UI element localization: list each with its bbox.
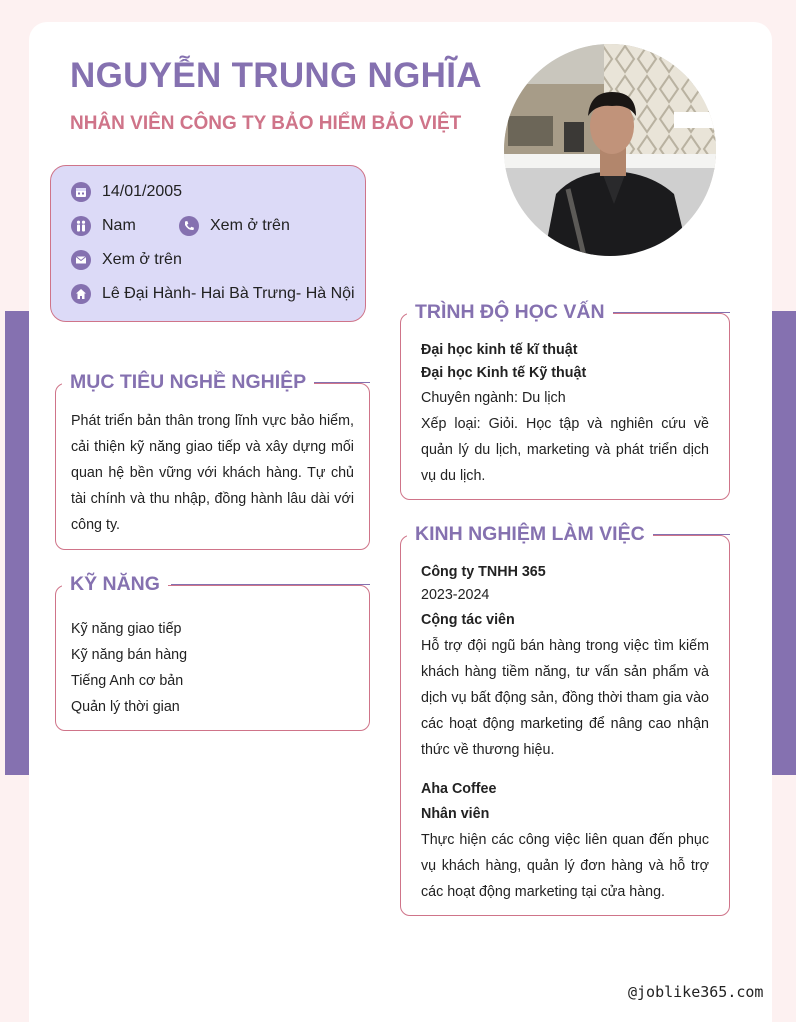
objective-title-line: [311, 382, 370, 383]
education-major: Chuyên ngành: Du lịch: [421, 390, 566, 406]
phone-value: Xem ở trên: [210, 217, 290, 234]
email-value: Xem ở trên: [102, 251, 182, 268]
birthday-row: [71, 182, 182, 202]
email-row: [71, 250, 182, 270]
footer-watermark: @joblike365.com: [628, 983, 764, 1001]
phone-row: [179, 216, 290, 236]
education-school-full: Đại học Kinh tế Kỹ thuật: [421, 365, 587, 381]
address-row: [71, 284, 355, 304]
skills-title-line: [171, 584, 370, 585]
job-period: 2023-2024: [421, 587, 490, 603]
gender-icon: [71, 216, 91, 236]
skill-item: Tiếng Anh cơ bản: [71, 673, 184, 689]
education-rank: Xếp loại: Giỏi. Học tập và nghiên cứu về quản lý du lịch, marketing và phát triển dịch vụ du lịch.: [421, 416, 709, 484]
gender-value: Nam: [102, 217, 136, 234]
birthday-value: 14/01/2005: [102, 183, 183, 200]
right-accent-bar: [772, 311, 796, 775]
experience-title-line: [653, 534, 730, 535]
job-company: Aha Coffee: [421, 781, 497, 797]
job-description: Thực hiện các công việc liên quan đến phục vụ khách hàng, quản lý đơn hàng và hỗ trợ các hoạt động marketing tại cửa hàng.: [421, 832, 709, 900]
home-icon: [71, 284, 91, 304]
gender-row: [71, 216, 136, 236]
job-role: Nhân viên: [421, 806, 490, 822]
job-title: NHÂN VIÊN CÔNG TY BẢO HIỂM BẢO VIỆT: [70, 113, 462, 134]
skill-item: Quản lý thời gian: [71, 699, 180, 715]
skills-title: KỸ NĂNG: [62, 573, 168, 596]
calendar-icon: [71, 182, 91, 202]
job-description: Hỗ trợ đội ngũ bán hàng trong việc tìm kiếm khách hàng tiềm năng, tư vấn sản phẩm và dịch vụ bất động sản, đồng thời tham gia vào các hoạt động marketing để nâng cao nhận thức về thương hiệu.: [421, 638, 709, 758]
job-role: Cộng tác viên: [421, 612, 515, 628]
profile-photo: [504, 44, 716, 256]
objective-text: Phát triển bản thân trong lĩnh vực bảo hiểm, cải thiện kỹ năng giao tiếp và xây dựng mối quan hệ bền vững với khách hàng. Tự chủ tài chính và thu nhập, đồng hành lâu dài với công ty.: [71, 413, 354, 533]
skill-item: Kỹ năng giao tiếp: [71, 621, 182, 637]
email-icon: [71, 250, 91, 270]
job-company: Công ty TNHH 365: [421, 564, 546, 580]
address-value: Lê Đại Hành- Hai Bà Trưng- Hà Nội: [102, 285, 355, 302]
phone-icon: [179, 216, 199, 236]
candidate-name: NGUYỄN TRUNG NGHĨA: [70, 56, 482, 95]
objective-title: MỤC TIÊU NGHỀ NGHIỆP: [62, 371, 314, 394]
left-accent-bar: [5, 311, 29, 775]
skill-item: Kỹ năng bán hàng: [71, 647, 188, 663]
education-school: Đại học kinh tế kĩ thuật: [421, 342, 578, 358]
education-title: TRÌNH ĐỘ HỌC VẤN: [407, 301, 613, 324]
education-title-line: [612, 312, 730, 313]
experience-title: KINH NGHIỆM LÀM VIỆC: [407, 523, 653, 546]
